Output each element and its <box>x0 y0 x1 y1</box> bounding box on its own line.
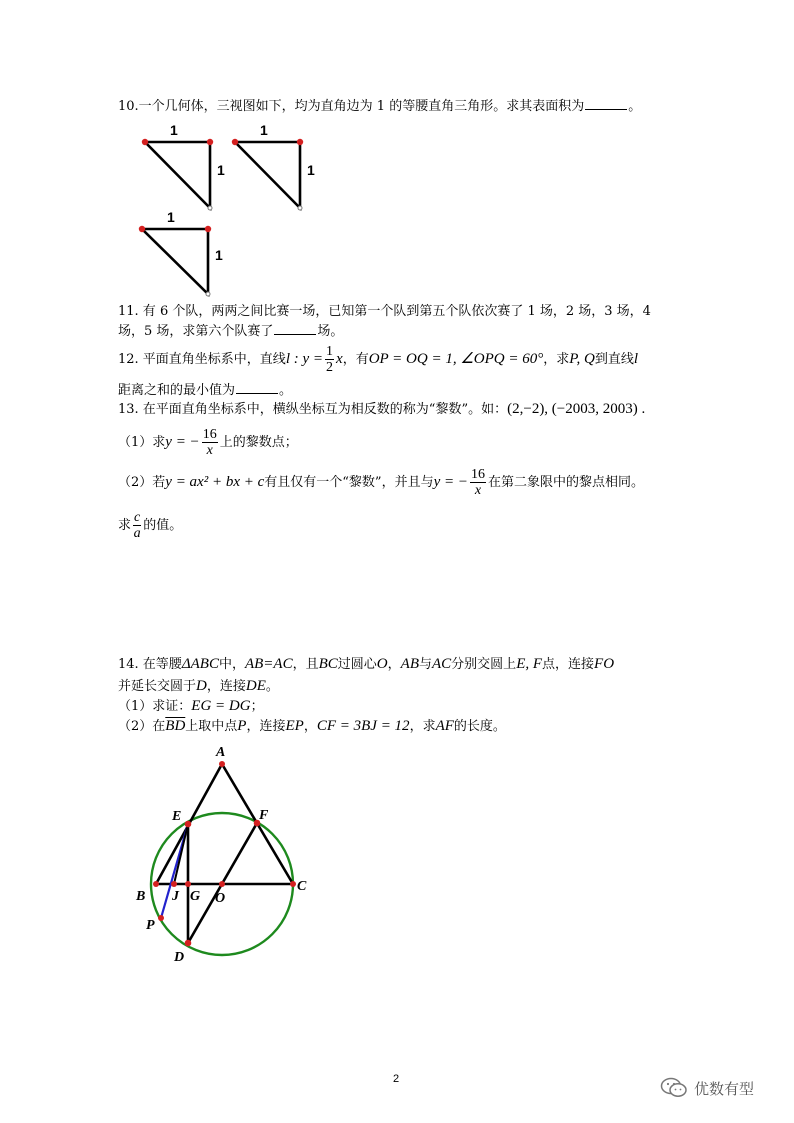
q14-l1b: 中， <box>218 657 245 672</box>
q14-bc: BC <box>318 656 338 672</box>
q14-p2e: ，求 <box>409 719 436 734</box>
q14-l2a: 并延长交圆于 <box>118 679 197 694</box>
q12-frac: $\frac{1}{2}$ <box>326 344 334 375</box>
q12-b: ，有 <box>342 352 369 367</box>
q14-ac: AC <box>432 656 452 672</box>
q10-stem: 10.一个几何体，三视图如下，均为直角边为 1 的等腰直角三角形。求其表面积为 <box>118 99 585 114</box>
q14-abac: AB=AC <box>244 656 293 672</box>
q13-p1b: 上的黎数点； <box>219 435 298 450</box>
q12-a: 12. 平面直角坐标系中，直线 <box>118 352 286 367</box>
q12-l: l <box>633 351 638 367</box>
circle-triangle-figure <box>130 740 330 970</box>
label-g: G <box>190 889 201 904</box>
q13-p2frac: $\frac{16}{x}$ <box>470 467 485 498</box>
q14-p2a: （2）在 <box>118 719 166 734</box>
label-c: C <box>297 879 307 894</box>
page-number: 2 <box>393 1073 400 1085</box>
label-d: D <box>174 950 185 965</box>
q14-o: O <box>376 656 388 672</box>
q14-tri: ΔABC <box>181 656 219 672</box>
q12-d: 到直线 <box>594 352 634 367</box>
fig-label-1c: 1 <box>260 122 268 138</box>
q13-part2 <box>118 464 644 501</box>
label-p: P <box>146 918 155 933</box>
q14-p2f: 的长度。 <box>453 719 506 734</box>
q14-part2 <box>118 717 506 736</box>
q14-ab: AB <box>400 656 419 672</box>
q10-blank <box>585 97 627 110</box>
q14-p2c: ，连接 <box>246 719 286 734</box>
q13-p1frac: $\frac{16}{x}$ <box>202 427 217 458</box>
q14-ef: E, F <box>516 656 543 672</box>
q14-line2 <box>118 677 279 696</box>
q14-l2c: 。 <box>265 679 279 694</box>
q14-af: AF <box>435 718 454 734</box>
label-b: B <box>136 889 146 904</box>
q12-line2b: 。 <box>279 383 293 398</box>
q14-l1a: 14. 在等腰 <box>118 657 182 672</box>
q14-d: D <box>196 678 207 694</box>
q12-cond: OP = OQ = 1, ∠OPQ = 60° <box>368 351 544 367</box>
q11-line2b: 场。 <box>317 324 344 339</box>
q14-l1d: 过圆心 <box>337 657 377 672</box>
q14-l1g: 分别交圆上 <box>451 657 517 672</box>
q14-fo: FO <box>594 656 615 672</box>
q13-p2a: （2）若 <box>118 475 166 490</box>
q14-p: P <box>237 718 247 734</box>
q14-part1 <box>118 697 264 716</box>
q14-p2d: ， <box>303 719 317 734</box>
q14-p1eq: EG = DG <box>191 698 251 714</box>
q14-p2eq: CF = 3BJ = 12 <box>316 718 410 734</box>
label-o: O <box>215 891 226 906</box>
q13-line1 <box>118 400 645 419</box>
q12-c: ，求 <box>543 352 570 367</box>
fig-label-1d: 1 <box>307 162 315 178</box>
q12-pq: P, Q <box>569 351 595 367</box>
q14-p2b: 上取中点 <box>185 719 238 734</box>
label-j: J <box>172 889 179 904</box>
watermark <box>660 1077 754 1099</box>
q13-p2b: 有且仅有一个“黎数”，并且与 <box>264 475 434 490</box>
label-f: F <box>259 808 269 823</box>
q14-l1h: 点，连接 <box>542 657 595 672</box>
q13-p1eq: y = − <box>165 434 200 450</box>
q13-p3b: 的值。 <box>143 518 183 533</box>
q12-line-eq: l : y = <box>285 351 324 367</box>
q14-ep: EP <box>285 718 304 734</box>
fig-label-1e: 1 <box>167 209 175 225</box>
q14-line1 <box>118 655 614 674</box>
q13-line1-text: 13. 在平面直角坐标系中，横纵坐标互为相反数的称为“黎数”。如： <box>118 402 508 417</box>
q14-de: DE <box>245 678 266 694</box>
q12-line2a: 距离之和的最小值为 <box>118 383 236 398</box>
q14-l1c: ，且 <box>292 657 319 672</box>
q14-p1a: （1）求证： <box>118 699 192 714</box>
label-a: A <box>216 745 226 760</box>
q13-p1a: （1）求 <box>118 435 166 450</box>
watermark-text: 优数有型 <box>694 1079 755 1098</box>
q11-line2a: 场，5 场，求第六个队赛了 <box>118 324 274 339</box>
q10-text <box>118 97 641 116</box>
q13-p2c: 在第二象限中的黎点相同。 <box>487 475 644 490</box>
q10-end: 。 <box>628 99 642 114</box>
q13-p3frac: $\frac{c}{a}$ <box>133 510 141 541</box>
q14-l2b: ，连接 <box>206 679 246 694</box>
fig-label-1f: 1 <box>215 247 223 263</box>
q13-p3a: 求 <box>118 518 132 533</box>
q13-p2eq2: y = − <box>433 474 468 490</box>
q11-blank <box>274 322 316 335</box>
q14-l1f: 与 <box>418 657 432 672</box>
q14-arc: $\overline{BD}$ <box>165 718 186 734</box>
q11-line1: 11. 有 6 个队，两两之间比赛一场，已知第一个队到第五个队依次赛了 1 场，2 场，3 场，4 <box>118 304 651 319</box>
fig-label-1a: 1 <box>170 122 178 138</box>
q11-line2 <box>118 322 343 341</box>
q12-blank <box>236 381 278 394</box>
wechat-icon <box>660 1077 688 1099</box>
q12-line1 <box>118 342 638 377</box>
label-e: E <box>172 809 182 824</box>
q14-l1e: ， <box>387 657 401 672</box>
q13-part1 <box>118 424 298 461</box>
q12-x: x <box>336 351 343 367</box>
fig-label-1b: 1 <box>217 162 225 178</box>
three-view-figure <box>130 118 330 303</box>
q13-example: (2,−2), (−2003, 2003) . <box>507 401 646 417</box>
q13-p2eq: y = ax² + bx + c <box>165 474 265 490</box>
q14-p1b: ； <box>250 699 264 714</box>
q13-part3 <box>118 508 182 544</box>
q12-line2 <box>118 381 292 400</box>
